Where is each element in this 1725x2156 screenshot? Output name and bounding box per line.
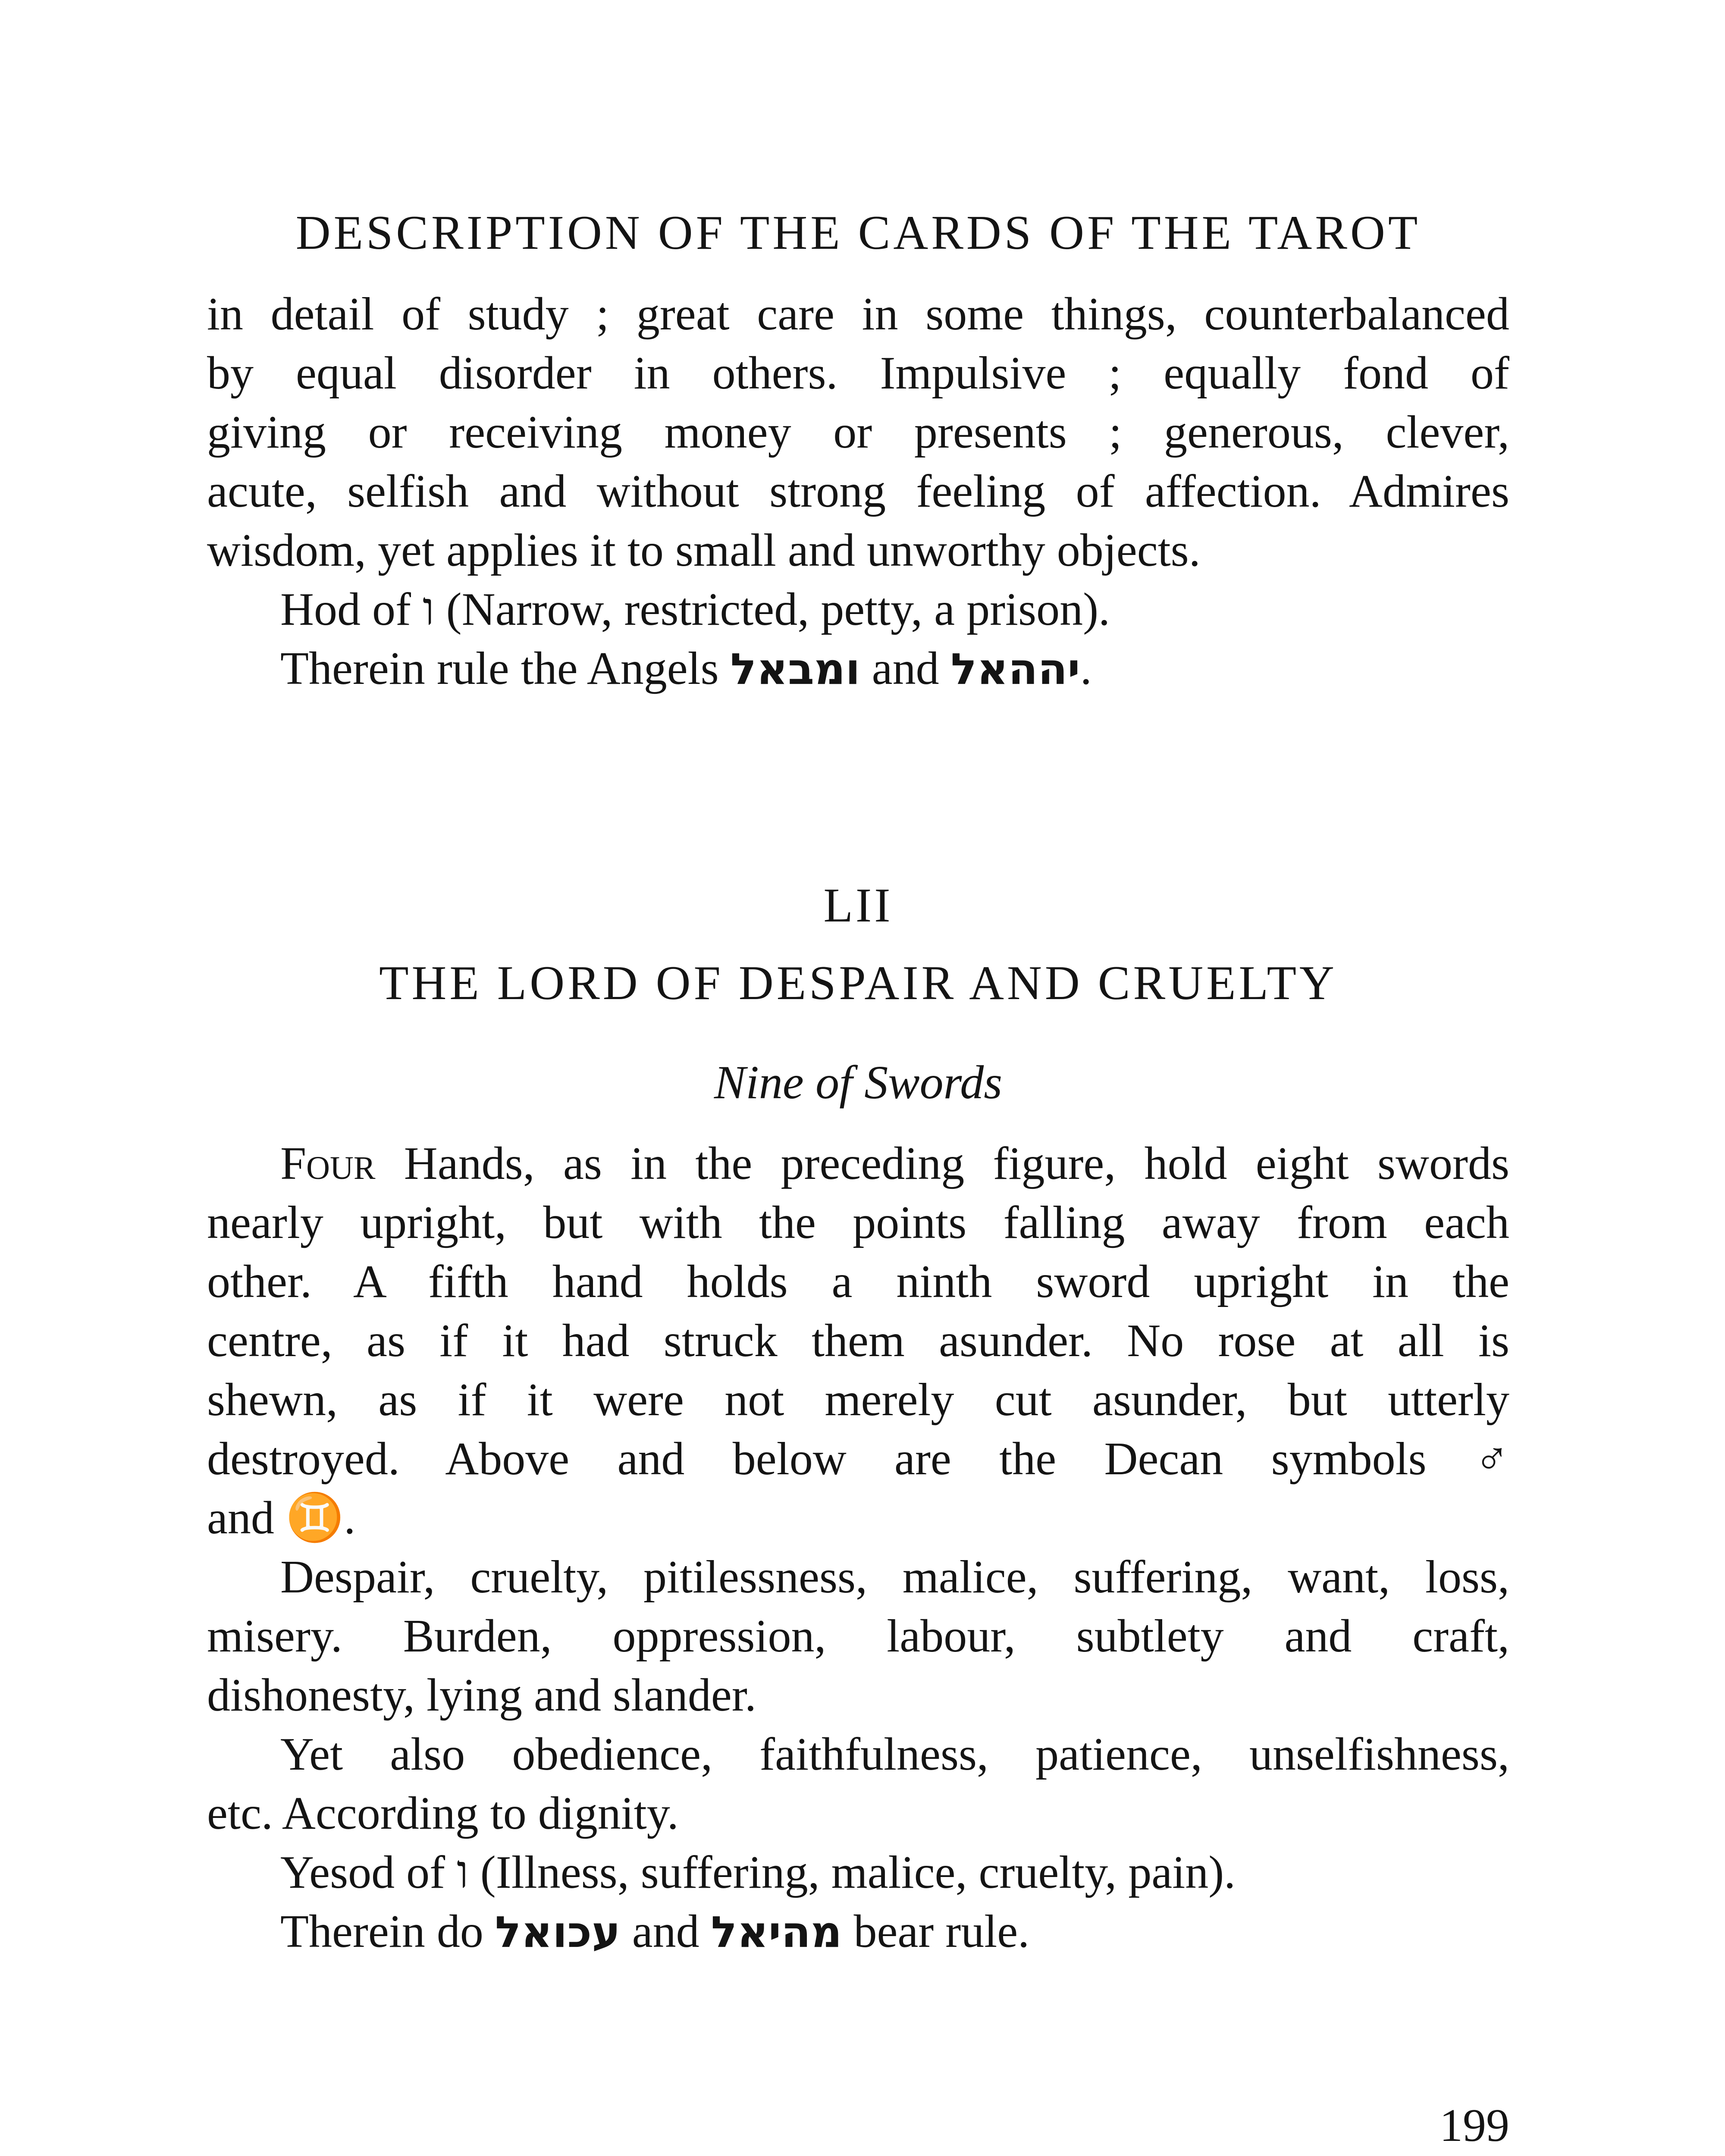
text-run: Hands, as in the preceding figure, hold eight swords <box>375 1138 1509 1189</box>
text-line: wisdom, yet applies it to small and unworthy objects. <box>207 525 1201 576</box>
rule-line <box>207 1902 1509 1962</box>
hebrew-angel-name: מהיאל <box>711 1907 842 1957</box>
page-number: 199 <box>1440 2100 1509 2151</box>
text-line: misery. Burden, oppression, labour, subtlety and craft, <box>207 1611 1509 1662</box>
angels-prefix: Therein rule the Angels <box>280 643 731 694</box>
drop-word: Four <box>280 1138 376 1189</box>
hebrew-angel-name: עכואל <box>495 1907 621 1957</box>
continued-paragraph <box>207 285 1509 699</box>
text-line: Despair, cruelty, pitilessness, malice, suffering, want, loss, <box>280 1551 1509 1603</box>
text-line: Yet also obedience, faithfulness, patience, unselfishness, <box>280 1729 1509 1780</box>
text-line <box>207 1134 1509 1193</box>
text-line: etc. According to dignity. <box>207 1788 679 1839</box>
text-line: giving or receiving money or presents ; generous, clever, <box>207 407 1509 458</box>
text-line: acute, selfish and without strong feeling of affection. Admires <box>207 466 1509 517</box>
rule-suffix: bear rule. <box>842 1906 1030 1957</box>
text-line: other. A fifth hand holds a ninth sword upright in the <box>207 1256 1509 1307</box>
description-paragraph <box>207 1134 1509 1962</box>
text-line: shewn, as if it were not merely cut asunder, but utterly <box>207 1374 1509 1426</box>
yesod-line: Yesod of ו (Illness, suffering, malice, cruelty, pain). <box>280 1847 1236 1898</box>
chapter-title: THE LORD OF DESPAIR AND CRUELTY <box>379 956 1337 1010</box>
card-name: Nine of Swords <box>714 1056 1003 1109</box>
chapter-number: LII <box>823 879 893 932</box>
hebrew-angel-name: יההאל <box>950 644 1080 694</box>
text-line: nearly upright, but with the points falling away from each <box>207 1197 1509 1248</box>
rule-prefix: Therein do <box>280 1906 495 1957</box>
hod-line: Hod of ו (Narrow, restricted, petty, a prison). <box>280 584 1110 635</box>
angels-line <box>207 639 1509 699</box>
sentence-end: . <box>1080 643 1092 694</box>
text-line: destroyed. Above and below are the Decan symbols ♂ <box>207 1433 1509 1485</box>
running-head: DESCRIPTION OF THE CARDS OF THE TAROT <box>295 206 1421 260</box>
conjunction: and <box>860 643 951 694</box>
text-line: and ♊. <box>207 1492 356 1544</box>
text-line: in detail of study ; great care in some things, counterbalanced <box>207 288 1509 340</box>
text-line: dishonesty, lying and slander. <box>207 1670 756 1721</box>
text-line: centre, as if it had struck them asunder. No rose at all is <box>207 1315 1509 1366</box>
text-line: by equal disorder in others. Impulsive ; equally fond of <box>207 348 1509 399</box>
conjunction: and <box>620 1906 711 1957</box>
hebrew-angel-name: ומבאל <box>730 644 860 694</box>
